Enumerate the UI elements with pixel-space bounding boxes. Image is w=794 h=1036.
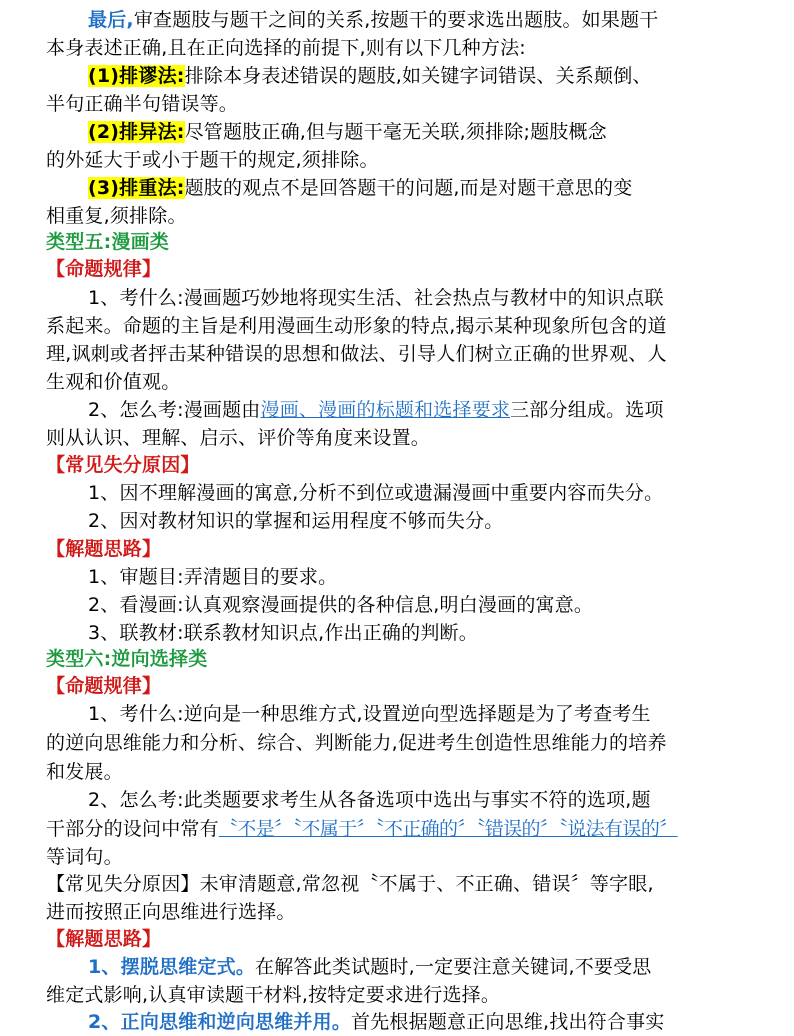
solve-lead: 2、正向思维和逆向思维并用。: [88, 1011, 352, 1033]
type6-solve-item: [88, 953, 652, 981]
solve-text: 首先根据题意正向思维,找出符合事实: [351, 1011, 665, 1033]
intro-text: 审查题肢与题干之间的关系,按题干的要求选出题肢。如果题干: [133, 9, 659, 31]
type5-rule-p1-line: 系起来。命题的主旨是利用漫画生动形象的特点,揭示某种现象所包含的道: [46, 315, 667, 337]
method-label: (2)排异法:: [88, 121, 185, 143]
method-2: [88, 118, 607, 146]
type6-solve-item: [88, 1008, 664, 1036]
intro-line-1: [88, 6, 658, 34]
type5-rule-p1-line: 理,讽刺或者抨击某种错误的思想和做法、引导人们树立正确的世界观、人: [46, 343, 667, 365]
type5-reason-item: 2、因对教材知识的掌握和运用程度不够而失分。: [88, 510, 504, 532]
method-label: (3)排重法:: [88, 177, 185, 199]
type5-p2-pre: 2、怎么考:漫画题由: [88, 399, 261, 421]
type6-solve-cont: 维定式影响,认真审读题干材料,按特定要求进行选择。: [46, 984, 501, 1006]
type6-rule-p1-line: 1、考什么:逆向是一种思维方式,设置逆向型选择题是为了考查考生: [88, 703, 651, 725]
type6-solve-heading: 【解题思路】: [46, 928, 162, 950]
method-text: 尽管题肢正确,但与题干毫无关联,须排除;题肢概念: [184, 121, 607, 143]
type6-rule-p2-line: 等词句。: [46, 846, 123, 868]
type6-reason: 【常见失分原因】未审清题意,常忽视〝不属于、不正确、错误〞等字眼,: [46, 873, 654, 895]
solve-lead: 1、摆脱思维定式。: [88, 956, 256, 978]
type6-rule-p1-line: 和发展。: [46, 761, 123, 783]
intro-lead: 最后,: [88, 9, 134, 31]
solve-text: 在解答此类试题时,一定要注意关键词,不要受思: [255, 956, 652, 978]
type5-solve-item: 1、审题目:弄清题目的要求。: [88, 566, 338, 588]
type6-title: 类型六:逆向选择类: [46, 648, 208, 670]
method-text: 排除本身表述错误的题肢,如关键字词错误、关系颠倒、: [184, 65, 652, 87]
type6-p2-pre: 干部分的设问中常有: [46, 818, 219, 840]
type6-rule-p2-line: 2、怎么考:此类题要求考生从各备选项中选出与事实不符的选项,题: [88, 789, 651, 811]
method-2-cont: 的外延大于或小于题干的规定,须排除。: [46, 149, 379, 171]
method-label: (1)排谬法:: [88, 65, 185, 87]
type5-solve-item: 3、联教材:联系教材知识点,作出正确的判断。: [88, 622, 478, 644]
type5-p2-post: 三部分组成。选项: [510, 399, 664, 421]
type6-rule-p1-line: 的逆向思维能力和分析、综合、判断能力,促进考生创造性思维能力的培养: [46, 732, 667, 754]
method-text: 题肢的观点不是回答题干的问题,而是对题干意思的变: [184, 177, 633, 199]
type5-rule-p2-line: [88, 396, 664, 424]
method-1-cont: 半句正确半句错误等。: [46, 93, 239, 115]
type5-rule-p2-line: 则从认识、理解、启示、评价等角度来设置。: [46, 427, 431, 449]
method-3: [88, 174, 632, 202]
type6-rule-heading: 【命题规律】: [46, 675, 162, 697]
cartoon-elements-link[interactable]: 漫画、漫画的标题和选择要求: [260, 399, 511, 421]
type6-rule-p2-line: [46, 815, 678, 843]
type5-rule-p1-line: 1、考什么:漫画题巧妙地将现实生活、社会热点与教材中的知识点联: [88, 287, 664, 309]
type5-reason-item: 1、因不理解漫画的寓意,分析不到位或遗漏漫画中重要内容而失分。: [88, 482, 664, 504]
type5-rule-p1-line: 生观和价值观。: [46, 371, 181, 393]
type5-rule-heading: 【命题规律】: [46, 258, 162, 280]
negative-keywords-link[interactable]: 〝不是〞〝不属于〞〝不正确的〞〝错误的〞〝说法有误的〞: [218, 818, 678, 840]
method-1: [88, 62, 652, 90]
type6-reason-cont: 进而按照正向思维进行选择。: [46, 901, 296, 923]
intro-line-2: 本身表述正确,且在正向选择的前提下,则有以下几种方法:: [46, 37, 526, 59]
type5-solve-heading: 【解题思路】: [46, 538, 162, 560]
method-3-cont: 相重复,须排除。: [46, 205, 187, 227]
type5-reason-heading: 【常见失分原因】: [46, 454, 200, 476]
type5-title: 类型五:漫画类: [46, 231, 169, 253]
type5-solve-item: 2、看漫画:认真观察漫画提供的各种信息,明白漫画的寓意。: [88, 594, 594, 616]
